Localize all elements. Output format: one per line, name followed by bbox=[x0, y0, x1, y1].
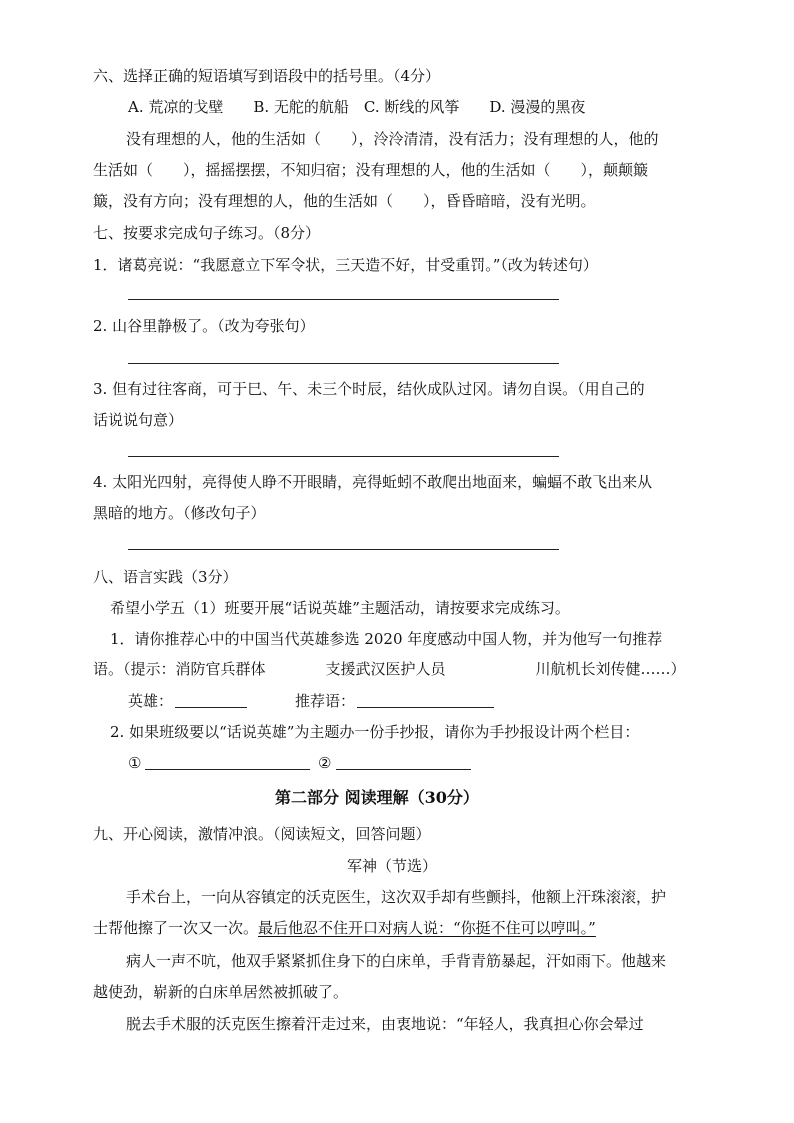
section-8-question-1-line-1: 1．请你推荐心中的中国当代英雄参选 2020 年度感动中国人物，并为他写一句推荐 bbox=[110, 630, 663, 648]
recommendation-answer-line[interactable] bbox=[357, 707, 494, 708]
answer-line-7-1[interactable] bbox=[128, 299, 559, 300]
hero-label: 英雄： bbox=[128, 692, 174, 710]
passage-paragraph-2-line-2: 越使劲，崭新的白床单居然被抓破了。 bbox=[93, 983, 349, 1001]
answer-line-7-4[interactable] bbox=[128, 549, 559, 550]
passage-title: 军神（节选） bbox=[347, 857, 438, 875]
section-7-question-3-line-2: 话说说句意） bbox=[93, 411, 184, 429]
section-7-question-4-line-2: 黑暗的地方。（修改句子） bbox=[93, 504, 266, 522]
column-answer-line-2[interactable] bbox=[336, 769, 471, 770]
passage-paragraph-1-line-1: 手术台上，一向从容镇定的沃克医生，这次双手却有些颤抖，他额上汗珠滚滚，护 bbox=[126, 888, 667, 906]
section-8-intro: 希望小学五（1）班要开展“话说英雄”主题活动，请按要求完成练习。 bbox=[110, 599, 570, 617]
section-6-options: A. 荒凉的戈壁 B. 无舵的航船 C. 断线的风筝 D. 漫漫的黑夜 bbox=[128, 98, 586, 116]
passage-paragraph-2-line-1: 病人一声不吭，他双手紧紧抓住身下的白床单，手背青筋暴起，汗如雨下。他越来 bbox=[126, 952, 667, 970]
part-2-heading: 第二部分 阅读理解（30分） bbox=[275, 788, 479, 807]
section-7-question-4-line-1: 4. 太阳光四射，亮得使人睁不开眼睛，亮得蚯蚓不敢爬出地面来，蝙蝠不敢飞出来从 bbox=[93, 473, 653, 491]
section-8-question-2: 2. 如果班级要以“话说英雄”为主题办一份手抄报，请你为手抄报设计两个栏目： bbox=[110, 723, 640, 741]
section-8-question-1-line-2: 语。（提示：消防官兵群体 支援武汉医护人员 川航机长刘传健……） bbox=[93, 660, 686, 678]
passage-text: 士帮他擦了一次又一次。 bbox=[93, 919, 259, 937]
hero-answer-line[interactable] bbox=[175, 707, 247, 708]
section-7-title: 七、按要求完成句子练习。（8分） bbox=[93, 224, 321, 242]
recommendation-label: 推荐语： bbox=[295, 692, 356, 710]
section-6-title: 六、选择正确的短语填写到语段中的括号里。（4分） bbox=[93, 67, 441, 85]
passage-paragraph-1-line-2 bbox=[93, 918, 596, 938]
section-9-title: 九、开心阅读，激情冲浪。（阅读短文，回答问题） bbox=[93, 825, 431, 843]
passage-paragraph-3-line-1: 脱去手术服的沃克医生擦着汗走过来，由衷地说：“年轻人，我真担心你会晕过 bbox=[126, 1015, 644, 1033]
section-7-question-1: 1．诸葛亮说：“我愿意立下军令状，三天造不好，甘受重罚。”（改为转述句） bbox=[93, 256, 598, 274]
section-6-paragraph-line-1: 没有理想的人，他的生活如（ ），泠泠清清，没有活力；没有理想的人，他的 bbox=[126, 130, 659, 148]
answer-line-7-2[interactable] bbox=[128, 363, 559, 364]
answer-line-7-3[interactable] bbox=[128, 456, 559, 457]
section-7-question-3-line-1: 3. 但有过往客商，可于巳、午、未三个时辰，结伙成队过冈。请勿自误。（用自己的 bbox=[93, 380, 645, 398]
section-6-paragraph-line-3: 簸，没有方向；没有理想的人，他的生活如（ ），昏昏暗暗，没有光明。 bbox=[93, 192, 596, 210]
column-marker-1: ① bbox=[128, 754, 142, 772]
section-6-paragraph-line-2: 生活如（ ），摇摇摆摆，不知归宿；没有理想的人，他的生活如（ ），颠颠簸 bbox=[93, 161, 649, 179]
section-8-title: 八、语言实践（3分） bbox=[93, 568, 238, 586]
underlined-sentence: 最后他忍不住开口对病人说：“你挺不住可以哼叫。” bbox=[258, 919, 596, 937]
column-marker-2: ② bbox=[318, 754, 332, 772]
column-answer-line-1[interactable] bbox=[145, 769, 310, 770]
section-7-question-2: 2. 山谷里静极了。（改为夸张句） bbox=[93, 317, 315, 335]
